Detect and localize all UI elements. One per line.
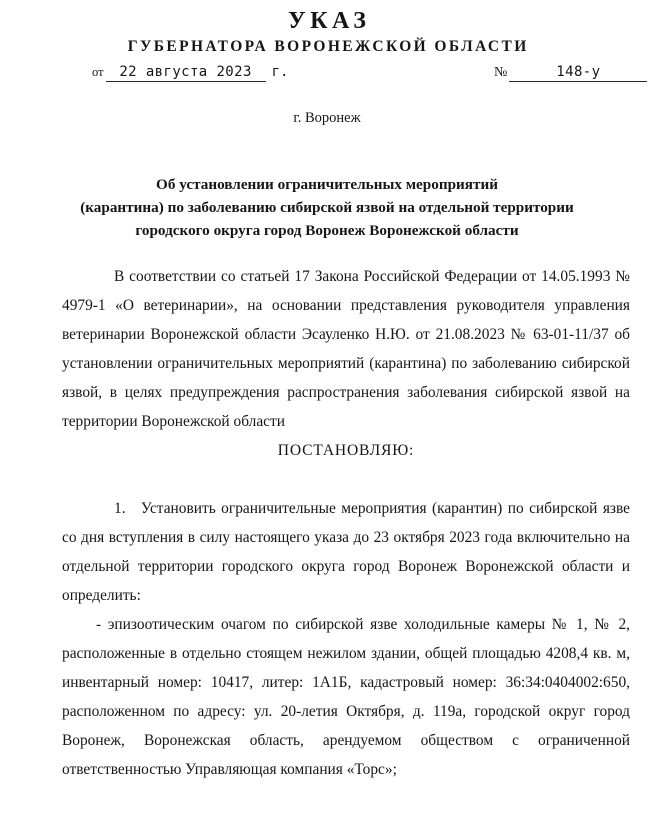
- preamble-paragraph: В соответствии со статьей 17 Закона Российской Федерации от 14.05.1993 № 4979-1 «О ветеринарии», на основании представления руководителя управления ветеринарии Воронежской области Эсауленко Н.Ю. от 21.08.2023 № 63-01-11/37 об установлении ограничительных мероприятий (карантина) по заболеванию сибирской язвой, в целях предупреждения распространения заболевания сибирской язвой на территории Воронежской области: [62, 268, 630, 430]
- number-sign-label: №: [494, 65, 508, 80]
- clause-1-paragraph: 1. Установить ограничительные мероприятия (карантин) по сибирской язве со дня вступления в силу настоящего указа до 23 октября 2023 года включительно на отдельной территории городского округа город Воронеж Воронежской области и определить:: [62, 500, 630, 604]
- resolution-keyword: ПОСТАНОВЛЯЮ:: [277, 442, 415, 459]
- document-number-value: 148-у: [509, 64, 647, 82]
- document-date-field: [92, 64, 288, 82]
- subject-line-2: (карантина) по заболеванию сибирской язвой на отдельной территории: [80, 199, 574, 216]
- document-kind-heading: УКАЗ: [288, 8, 371, 34]
- document-number-field: [494, 64, 647, 82]
- issuing-authority-heading: ГУБЕРНАТОРА ВОРОНЕЖСКОЙ ОБЛАСТИ: [127, 38, 529, 55]
- subject-line-1: Об установлении ограничительных мероприятий: [156, 176, 498, 193]
- clause-1-dash-item-1: - эпизоотическим очагом по сибирской язве холодильные камеры № 1, № 2, расположенные в отдельно стоящем нежилом здании, общей площадью 4208,4 кв. м, инвентарный номер: 10417, литер: 1А1Б, кадастровый номер: 36:34:0404002:650, расположенном по адресу: ул. 20-летия Октября, д. 119а, городской округ город Воронеж, Воронежская область, арендуемом обществом с ограниченной ответственностью Управляющая компания «Торс»;: [62, 616, 630, 778]
- document-body: [62, 262, 630, 784]
- subject-line-3: городского округа город Воронеж Воронежской области: [135, 222, 519, 239]
- date-value: 22 августа 2023: [106, 64, 266, 82]
- document-meta-row: [0, 64, 654, 90]
- place-of-issue: г. Воронеж: [293, 110, 361, 126]
- date-suffix: г.: [271, 64, 289, 80]
- date-label: от: [92, 65, 104, 79]
- document-subject-title: [40, 173, 614, 242]
